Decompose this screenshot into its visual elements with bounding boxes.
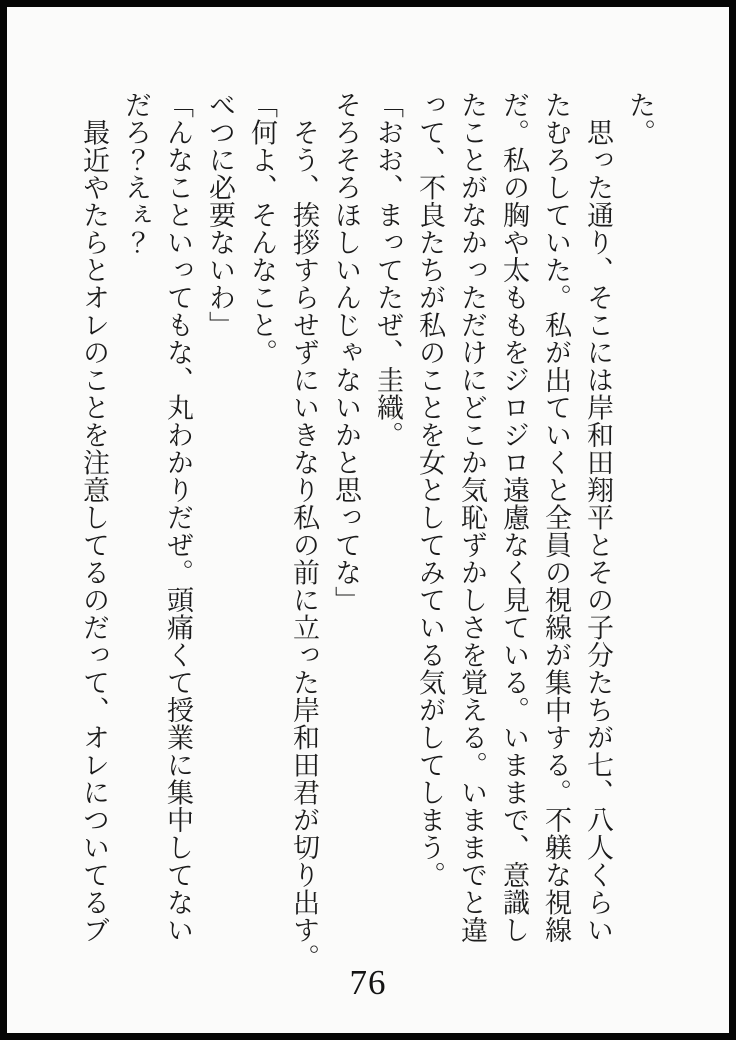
text-column: だ。私の胸や太ももをジロジロ遠慮なく見ている。いままで、意識し [499,91,529,944]
text-column: 思った通り、そこには岸和田翔平とその子分たちが七、八人くらい [583,91,613,944]
text-column: たむろしていた。私が出ていくと全員の視線が集中する。不躾な視線 [541,91,571,944]
vertical-text-area [73,91,661,971]
text-column: だろ？えぇ？ [121,91,151,256]
text-column: た。 [625,91,655,146]
text-column: 「何よ、そんなこと。 [247,91,277,366]
page-number: 76 [349,963,387,1002]
text-column: べつに必要ないわ」 [205,91,235,339]
text-column: 「おお、まってたぜ、圭織。 [373,91,403,449]
text-column: って、不良たちが私のことを女としてみている気がしてしまう。 [415,91,445,889]
text-column: そろそろほしいんじゃないかと思ってな」 [331,91,361,614]
text-column: 「んなこといってもな、丸わかりだぜ。頭痛くて授業に集中してない [163,91,193,944]
text-column: 最近やたらとオレのことを注意してるのだって、オレについてるブ [79,91,109,944]
text-column: そう、挨拶すらせずにいきなり私の前に立った岸和田君が切り出す。 [289,91,319,971]
text-column: たことがなかっただけにどこか気恥ずかしさを覚える。いままでと違 [457,91,487,944]
